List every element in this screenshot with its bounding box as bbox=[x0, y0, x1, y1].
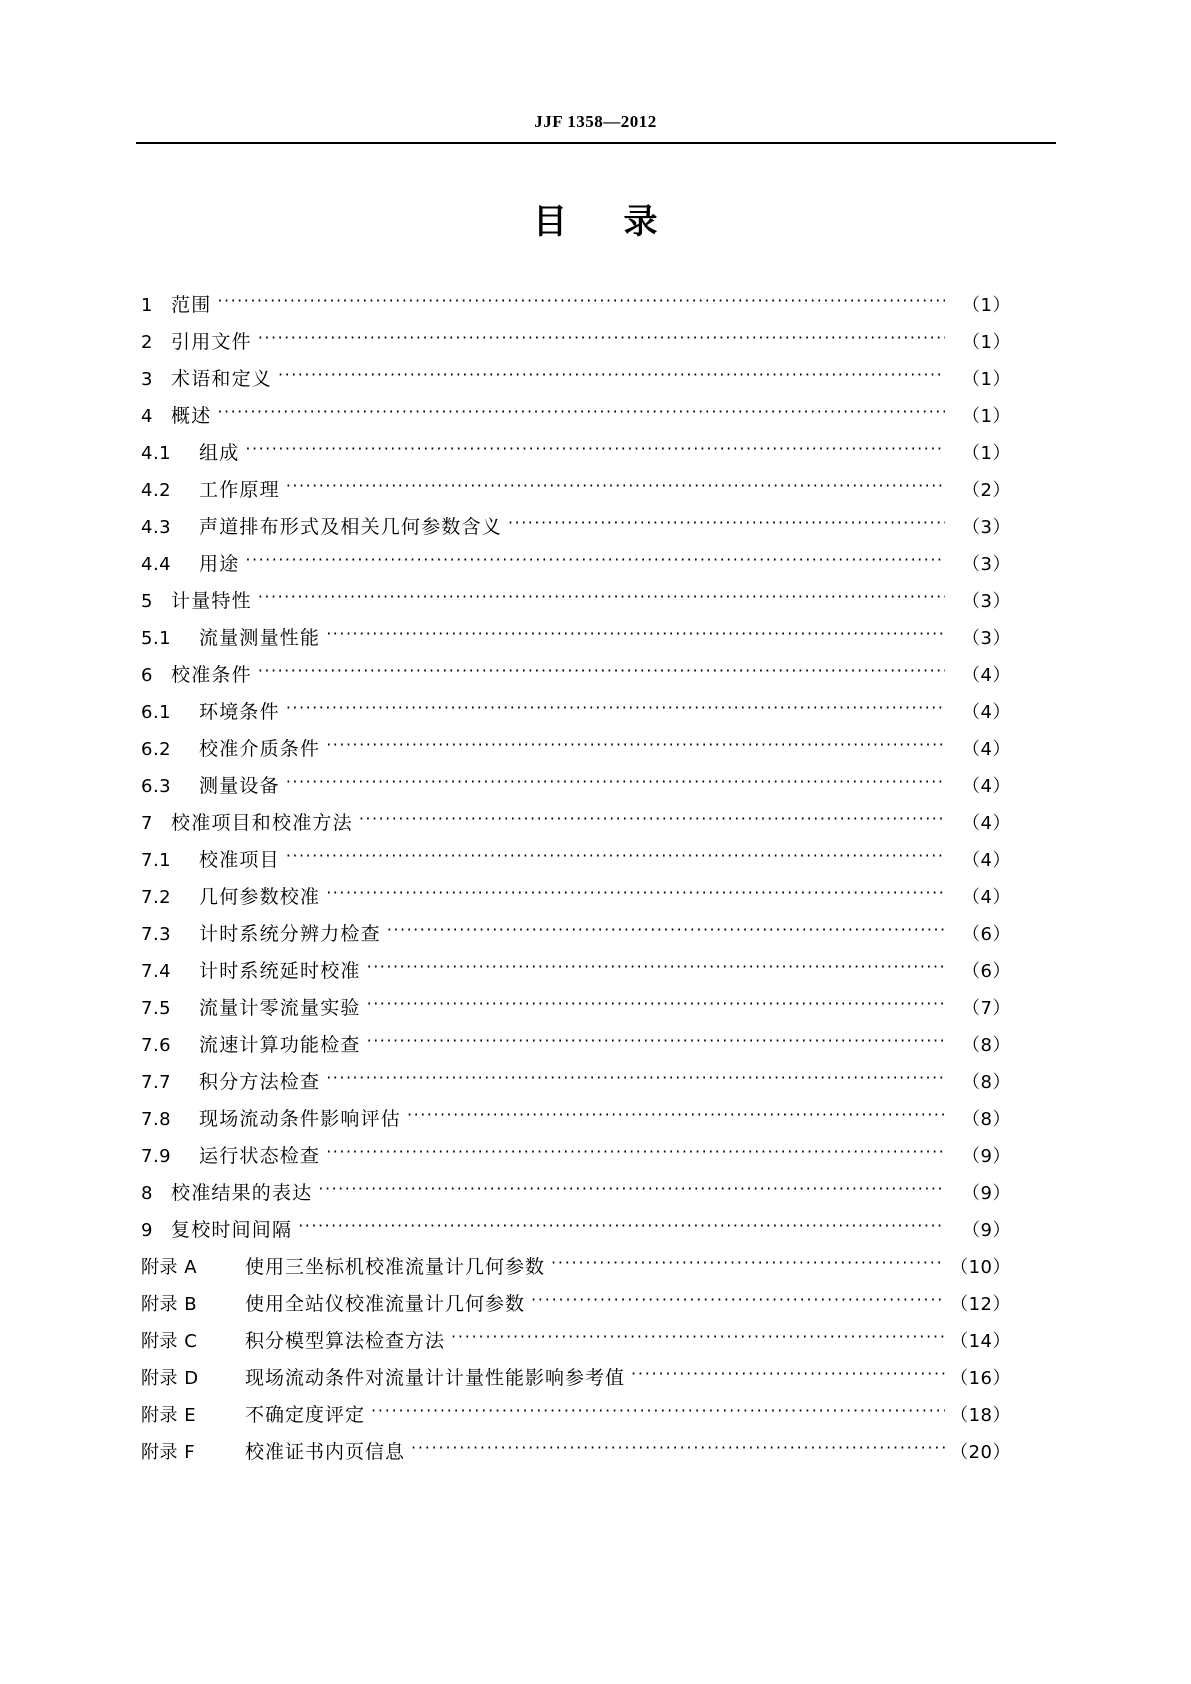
toc-entry-number: 附录 D bbox=[141, 1367, 199, 1389]
toc-entry[interactable] bbox=[141, 803, 1011, 840]
toc-entry-label: 流速计算功能检查 bbox=[199, 1033, 361, 1056]
toc-entry-page: （4） bbox=[962, 812, 1011, 834]
toc-entry-page: （10） bbox=[950, 1256, 1011, 1278]
toc-entry-number: 附录 E bbox=[141, 1404, 197, 1426]
toc-leader-dots bbox=[258, 663, 945, 681]
toc-entry-page: （4） bbox=[962, 738, 1011, 760]
toc-entry-label: 术语和定义 bbox=[171, 367, 273, 390]
toc-entry-number: 4 bbox=[141, 405, 153, 427]
toc-leader-dots bbox=[411, 1440, 945, 1458]
toc-leader-dots bbox=[318, 1181, 945, 1199]
toc-entry-label: 校准介质条件 bbox=[199, 737, 321, 760]
toc-entry[interactable] bbox=[141, 1025, 1011, 1062]
toc-entry-number: 6 bbox=[141, 664, 153, 686]
toc-entry-page: （3） bbox=[962, 516, 1011, 538]
toc-entry-page: （12） bbox=[950, 1293, 1011, 1315]
toc-entry-page: （14） bbox=[950, 1330, 1011, 1352]
toc-entry-page: （3） bbox=[962, 590, 1011, 612]
toc-leader-dots bbox=[407, 1107, 945, 1125]
toc-entry-page: （3） bbox=[962, 627, 1011, 649]
toc-entry-page: （9） bbox=[962, 1219, 1011, 1241]
toc-entry-number: 4.2 bbox=[141, 479, 172, 501]
toc-leader-dots bbox=[286, 478, 945, 496]
toc-leader-dots bbox=[367, 996, 945, 1014]
toc-entry-page: （1） bbox=[962, 442, 1011, 464]
toc-entry[interactable] bbox=[141, 655, 1011, 692]
toc-entry-number: 7.9 bbox=[141, 1145, 172, 1167]
toc-entry-label: 引用文件 bbox=[171, 330, 252, 353]
toc-entry[interactable] bbox=[141, 766, 1011, 803]
toc-entry-label: 运行状态检查 bbox=[199, 1144, 321, 1167]
toc-entry[interactable] bbox=[141, 507, 1011, 544]
toc-entry-page: （4） bbox=[962, 775, 1011, 797]
toc-entry-number: 7.4 bbox=[141, 960, 172, 982]
toc-entry-page: （1） bbox=[962, 405, 1011, 427]
toc-entry-label: 使用全站仪校准流量计几何参数 bbox=[245, 1292, 526, 1315]
toc-leader-dots bbox=[326, 626, 945, 644]
toc-leader-dots bbox=[367, 959, 945, 977]
toc-leader-dots bbox=[245, 441, 945, 459]
toc-entry[interactable] bbox=[141, 877, 1011, 914]
toc-entry-number: 1 bbox=[141, 294, 153, 316]
toc-entry-number: 7.2 bbox=[141, 886, 172, 908]
toc-entry-label: 几何参数校准 bbox=[199, 885, 321, 908]
toc-entry-page: （8） bbox=[962, 1108, 1011, 1130]
toc-entry-number: 7.1 bbox=[141, 849, 172, 871]
toc-leader-dots bbox=[286, 848, 945, 866]
toc-leader-dots bbox=[326, 1144, 945, 1162]
toc-entry-label: 计量特性 bbox=[171, 589, 252, 612]
toc-entry-page: （4） bbox=[962, 701, 1011, 723]
toc-leader-dots bbox=[278, 367, 945, 385]
toc-entry[interactable] bbox=[141, 1247, 1011, 1284]
toc-entry[interactable] bbox=[141, 1210, 1011, 1247]
toc-entry-number: 3 bbox=[141, 368, 153, 390]
title-char-1: 目 bbox=[533, 202, 568, 242]
toc-entry-label: 积分模型算法检查方法 bbox=[245, 1329, 446, 1352]
toc-leader-dots bbox=[508, 515, 945, 533]
toc-entry[interactable] bbox=[141, 1395, 1011, 1432]
toc-entry[interactable] bbox=[141, 692, 1011, 729]
toc-entry-page: （9） bbox=[962, 1182, 1011, 1204]
toc-leader-dots bbox=[551, 1255, 945, 1273]
toc-leader-dots bbox=[258, 330, 945, 348]
page-title bbox=[135, 194, 1056, 243]
toc-entry-number: 9 bbox=[141, 1219, 153, 1241]
toc-entry-page: （3） bbox=[962, 553, 1011, 575]
table-of-contents bbox=[141, 285, 1011, 1469]
toc-entry-page: （8） bbox=[962, 1071, 1011, 1093]
toc-entry-number: 7.3 bbox=[141, 923, 172, 945]
toc-entry-number: 5 bbox=[141, 590, 153, 612]
toc-entry-number: 附录 F bbox=[141, 1441, 196, 1463]
toc-entry[interactable] bbox=[141, 1358, 1011, 1395]
toc-entry-label: 范围 bbox=[171, 293, 212, 316]
toc-entry-label: 校准项目和校准方法 bbox=[171, 811, 353, 834]
toc-entry[interactable] bbox=[141, 1284, 1011, 1321]
toc-entry[interactable] bbox=[141, 544, 1011, 581]
toc-leader-dots bbox=[387, 922, 945, 940]
toc-entry[interactable] bbox=[141, 581, 1011, 618]
toc-entry-page: （4） bbox=[962, 664, 1011, 686]
toc-entry[interactable] bbox=[141, 988, 1011, 1025]
toc-entry-number: 7.6 bbox=[141, 1034, 172, 1056]
toc-entry[interactable] bbox=[141, 1136, 1011, 1173]
toc-entry-label: 校准证书内页信息 bbox=[245, 1440, 406, 1463]
toc-entry-number: 4.4 bbox=[141, 553, 172, 575]
toc-entry-label: 校准条件 bbox=[171, 663, 252, 686]
toc-entry-number: 7.8 bbox=[141, 1108, 172, 1130]
toc-leader-dots bbox=[217, 404, 945, 422]
toc-entry[interactable] bbox=[141, 729, 1011, 766]
toc-leader-dots bbox=[326, 1070, 945, 1088]
toc-entry-label: 现场流动条件对流量计计量性能影响参考值 bbox=[245, 1366, 626, 1389]
toc-entry-label: 积分方法检查 bbox=[199, 1070, 321, 1093]
toc-entry-page: （2） bbox=[962, 479, 1011, 501]
toc-leader-dots bbox=[367, 1033, 945, 1051]
toc-leader-dots bbox=[326, 737, 945, 755]
toc-leader-dots bbox=[371, 1403, 945, 1421]
title-char-2: 录 bbox=[623, 202, 658, 242]
toc-entry-label: 流量计零流量实验 bbox=[199, 996, 361, 1019]
toc-entry[interactable] bbox=[141, 1173, 1011, 1210]
toc-entry-page: （4） bbox=[962, 886, 1011, 908]
toc-entry-number: 附录 A bbox=[141, 1256, 198, 1278]
toc-entry-page: （8） bbox=[962, 1034, 1011, 1056]
toc-leader-dots bbox=[286, 700, 945, 718]
toc-entry-page: （4） bbox=[962, 849, 1011, 871]
toc-leader-dots bbox=[326, 885, 945, 903]
toc-entry-page: （18） bbox=[950, 1404, 1011, 1426]
toc-entry[interactable] bbox=[141, 951, 1011, 988]
toc-entry-number: 7.5 bbox=[141, 997, 172, 1019]
toc-entry-page: （6） bbox=[962, 960, 1011, 982]
toc-entry-label: 测量设备 bbox=[199, 774, 280, 797]
toc-entry[interactable] bbox=[141, 285, 1011, 322]
toc-entry-label: 组成 bbox=[199, 441, 240, 464]
toc-entry-number: 6.1 bbox=[141, 701, 172, 723]
toc-entry-label: 工作原理 bbox=[199, 478, 280, 501]
toc-entry-number: 5.1 bbox=[141, 627, 172, 649]
toc-entry[interactable] bbox=[141, 914, 1011, 951]
toc-entry[interactable] bbox=[141, 1432, 1011, 1469]
toc-entry[interactable] bbox=[141, 618, 1011, 655]
toc-entry[interactable] bbox=[141, 470, 1011, 507]
toc-entry-number: 4.1 bbox=[141, 442, 172, 464]
toc-entry-label: 环境条件 bbox=[199, 700, 280, 723]
toc-entry[interactable] bbox=[141, 1099, 1011, 1136]
toc-entry-label: 复校时间间隔 bbox=[171, 1218, 293, 1241]
header-divider bbox=[136, 142, 1056, 144]
toc-entry-page: （1） bbox=[962, 294, 1011, 316]
toc-entry-label: 现场流动条件影响评估 bbox=[199, 1107, 402, 1130]
toc-leader-dots bbox=[631, 1366, 945, 1384]
toc-entry-page: （6） bbox=[962, 923, 1011, 945]
toc-entry-number: 7 bbox=[141, 812, 153, 834]
toc-entry-number: 7.7 bbox=[141, 1071, 172, 1093]
toc-entry[interactable] bbox=[141, 359, 1011, 396]
toc-entry-page: （9） bbox=[962, 1145, 1011, 1167]
toc-entry-number: 8 bbox=[141, 1182, 153, 1204]
standard-code: JJF 1358—2012 bbox=[534, 112, 657, 131]
toc-leader-dots bbox=[298, 1218, 945, 1236]
toc-entry-label: 校准结果的表达 bbox=[171, 1181, 313, 1204]
toc-entry-label: 校准项目 bbox=[199, 848, 280, 871]
toc-entry-number: 6.2 bbox=[141, 738, 172, 760]
toc-leader-dots bbox=[286, 774, 945, 792]
toc-entry[interactable] bbox=[141, 1321, 1011, 1358]
toc-entry-number: 6.3 bbox=[141, 775, 172, 797]
toc-entry[interactable] bbox=[141, 322, 1011, 359]
toc-leader-dots bbox=[359, 811, 945, 829]
toc-entry-number: 2 bbox=[141, 331, 153, 353]
toc-entry-label: 用途 bbox=[199, 552, 240, 575]
toc-entry-page: （1） bbox=[962, 368, 1011, 390]
toc-entry-label: 声道排布形式及相关几何参数含义 bbox=[199, 515, 503, 538]
toc-leader-dots bbox=[217, 293, 945, 311]
toc-entry[interactable] bbox=[141, 396, 1011, 433]
toc-entry-label: 使用三坐标机校准流量计几何参数 bbox=[245, 1255, 546, 1278]
toc-entry-number: 4.3 bbox=[141, 516, 172, 538]
toc-entry-number: 附录 C bbox=[141, 1330, 198, 1352]
toc-leader-dots bbox=[258, 589, 945, 607]
toc-entry[interactable] bbox=[141, 433, 1011, 470]
toc-leader-dots bbox=[531, 1292, 945, 1310]
page-header bbox=[135, 0, 1056, 144]
toc-entry[interactable] bbox=[141, 840, 1011, 877]
toc-entry-number: 附录 B bbox=[141, 1293, 198, 1315]
toc-entry-label: 计时系统分辨力检查 bbox=[199, 922, 381, 945]
toc-entry-page: （16） bbox=[950, 1367, 1011, 1389]
toc-entry-label: 概述 bbox=[171, 404, 212, 427]
toc-entry[interactable] bbox=[141, 1062, 1011, 1099]
toc-leader-dots bbox=[451, 1329, 945, 1347]
toc-entry-label: 不确定度评定 bbox=[245, 1403, 366, 1426]
toc-entry-label: 计时系统延时校准 bbox=[199, 959, 361, 982]
toc-entry-page: （20） bbox=[950, 1441, 1011, 1463]
toc-leader-dots bbox=[245, 552, 945, 570]
toc-entry-page: （7） bbox=[962, 997, 1011, 1019]
toc-entry-page: （1） bbox=[962, 331, 1011, 353]
toc-entry-label: 流量测量性能 bbox=[199, 626, 321, 649]
